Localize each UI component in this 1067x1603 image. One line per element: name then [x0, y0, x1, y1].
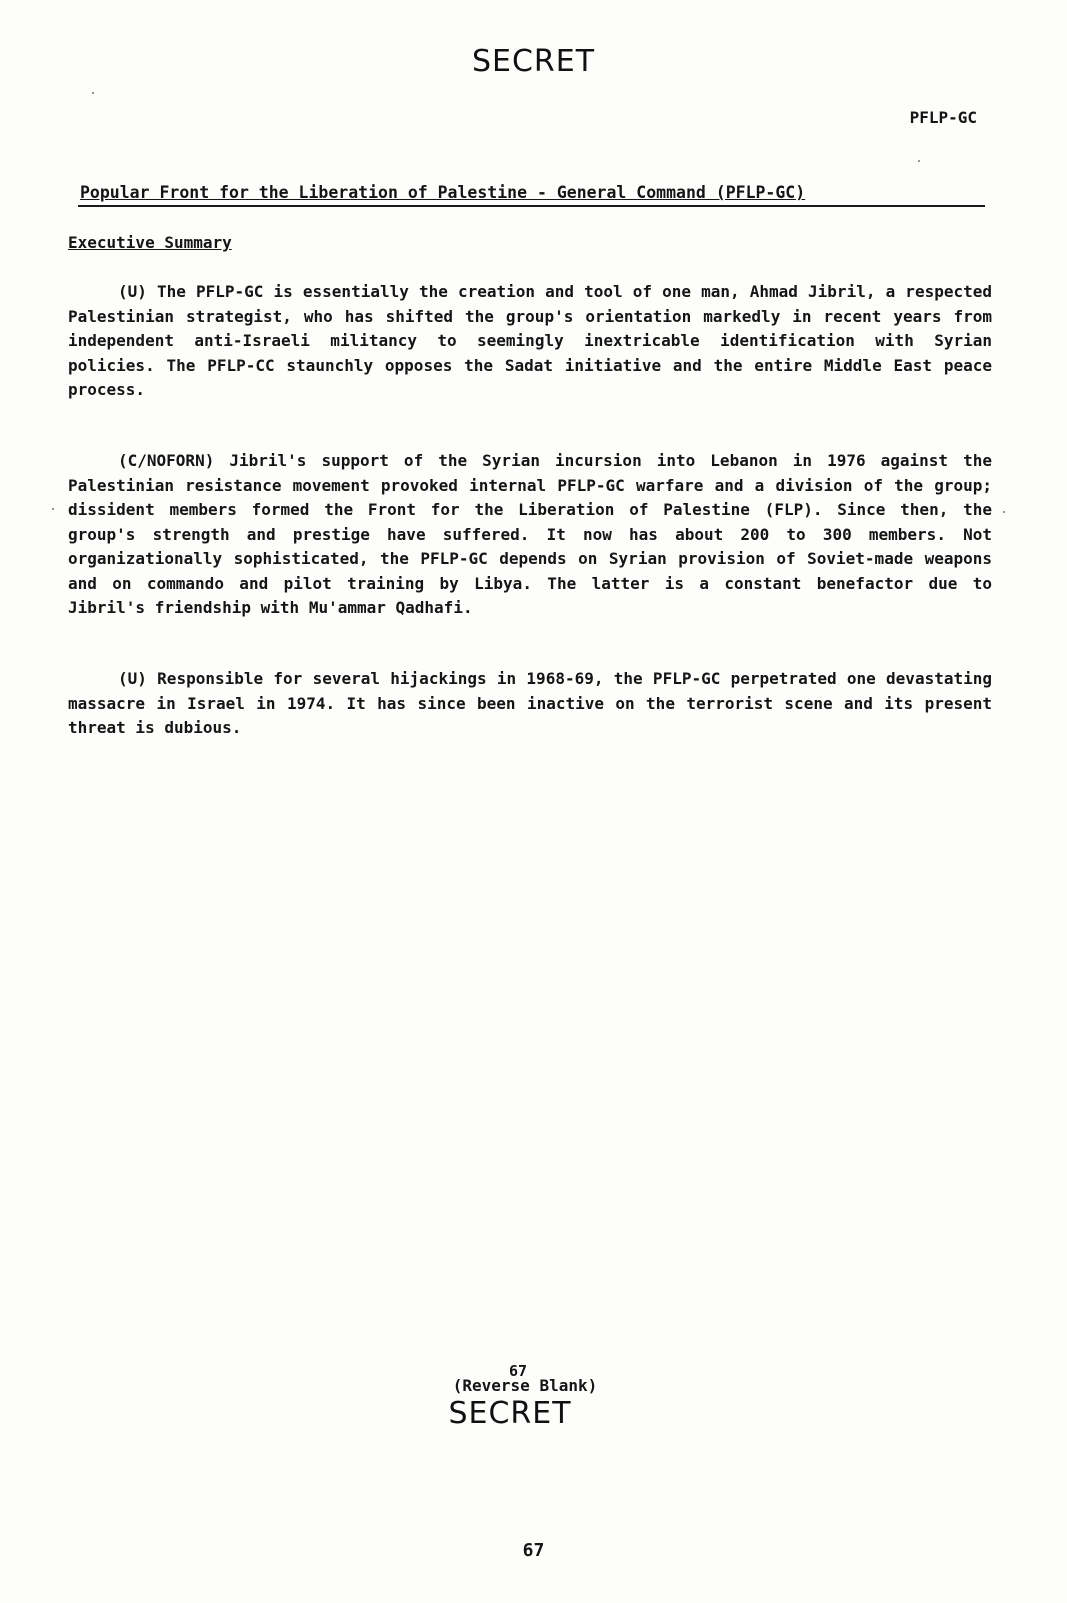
classification-marking-bottom: SECRET [448, 1396, 572, 1431]
scan-speck [918, 160, 920, 162]
scan-speck [52, 508, 54, 510]
document-code: PFLP-GC [909, 108, 977, 127]
paragraph-3: (U) Responsible for several hijackings in 1968-69, the PFLP-GC perpetrated one devastating massacre in Israel in 1974. It has since been inactive on the terrorist scene and its present threat is dubious. [68, 669, 992, 737]
page-number: 67 [522, 1540, 545, 1561]
classification-marking-top: SECRET [471, 44, 596, 79]
reverse-blank-note: (Reverse Blank) [452, 1376, 598, 1395]
scan-speck [92, 92, 94, 94]
paragraph-2: (C/NOFORN) Jibril's support of the Syrian incursion into Lebanon in 1976 against the Palestinian resistance movement provoked internal PFLP-GC warfare and a division of the group; dissident members formed the Front for the Liberation of Palestine (FLP). Since then, the group's strength and prestige have suffered. It now has about 200 to 300 members. Not organizationally sophisticated, the PFLP-GC depends on Syrian provision of Soviet-made weapons and on commando and pilot training by Libya. The latter is a constant benefactor due to Jibril's friendship with Mu'ammar Qadhafi. [68, 451, 992, 617]
scan-speck [1003, 511, 1005, 513]
document-title: Popular Front for the Liberation of Palestine - General Command (PFLP-GC) [80, 183, 806, 202]
section-heading: Executive Summary [68, 233, 232, 252]
paragraph-1: (U) The PFLP-GC is essentially the creation and tool of one man, Ahmad Jibril, a respected Palestinian strategist, who has shifted the group's orientation markedly in recent years from independent anti-Israeli militancy to seemingly inextricable identification with Syrian policies. The PFLP-CC staunchly opposes the Sadat initiative and the entire Middle East peace process. [68, 282, 992, 399]
title-underline-rule [78, 205, 985, 207]
inner-page-number: 67 [509, 1362, 528, 1380]
